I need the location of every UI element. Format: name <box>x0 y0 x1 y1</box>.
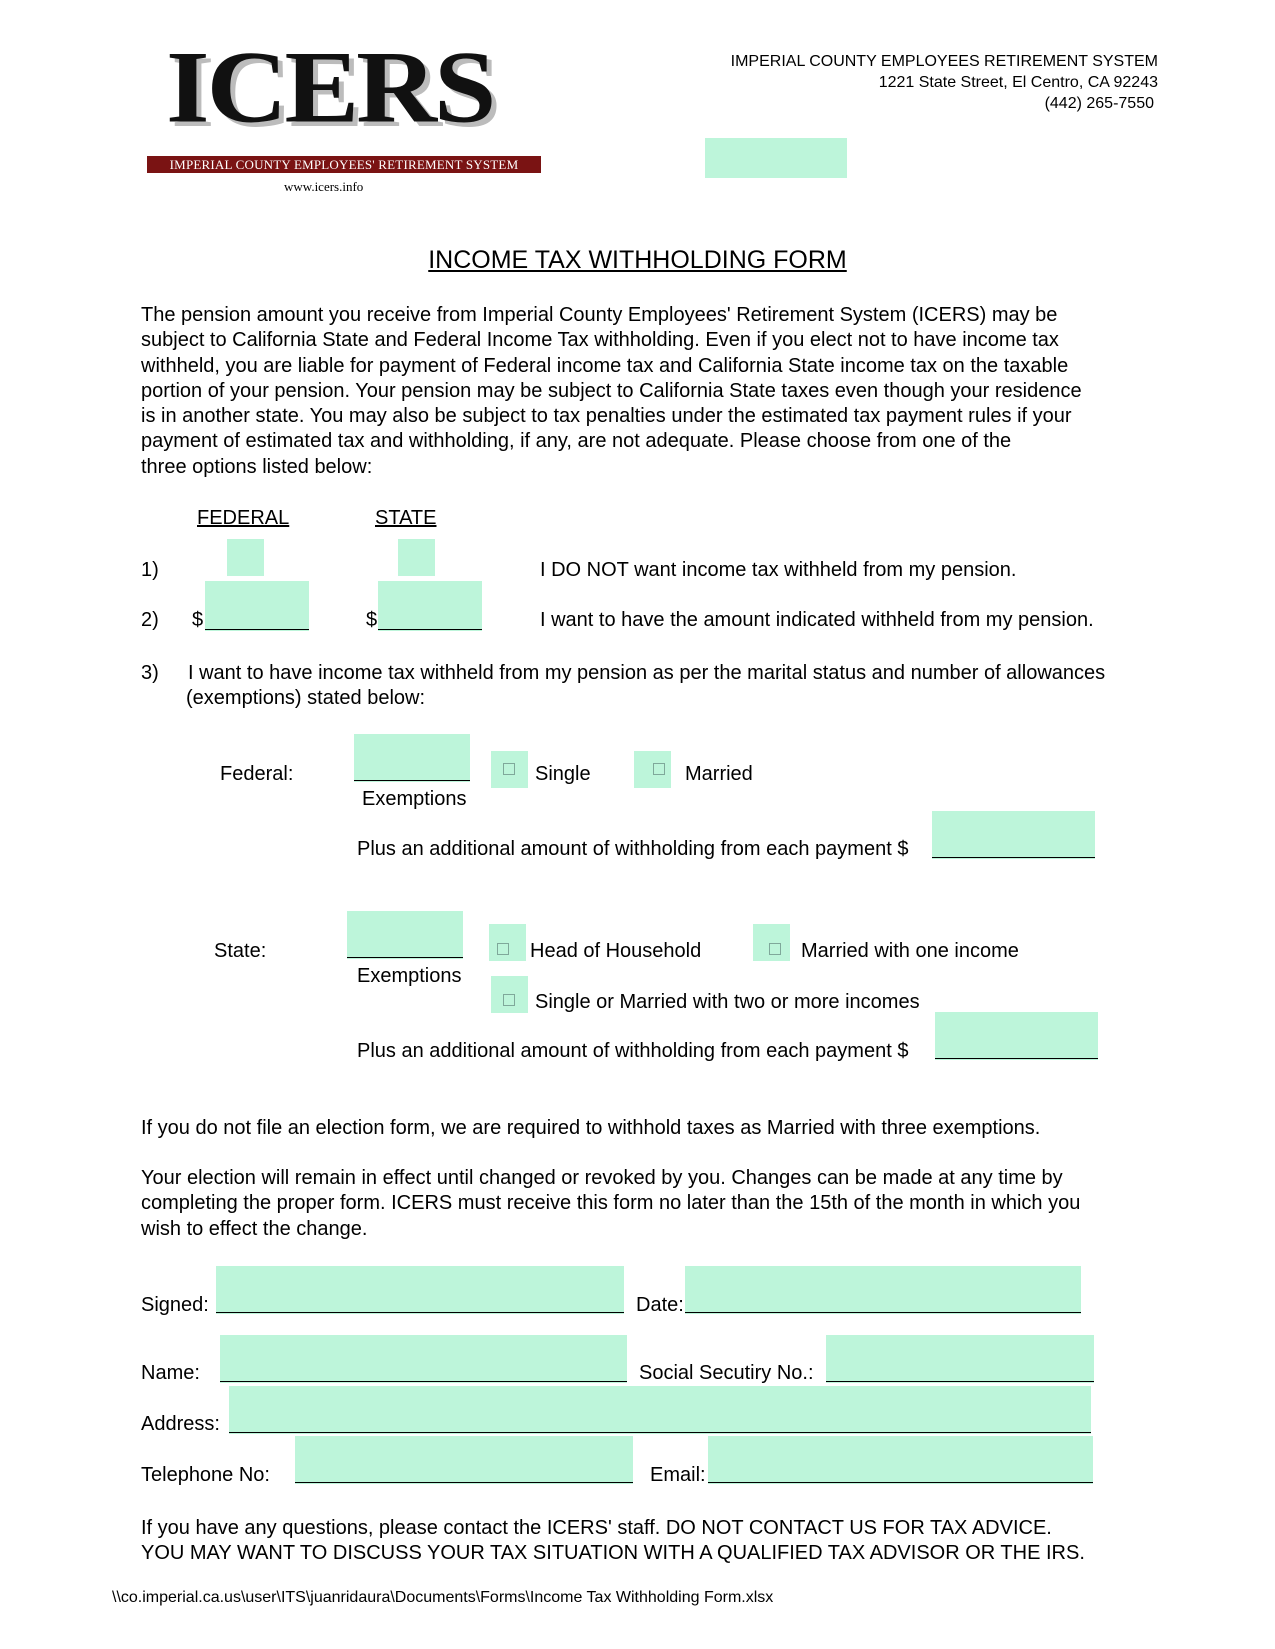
header-field[interactable] <box>705 138 847 178</box>
intro-line: subject to California State and Federal Income Tax withholding. Even if you elect not to have income tax <box>141 329 1059 352</box>
intro-line: is in another state. You may also be subject to tax penalties under the estimated tax payment rules if your <box>141 405 1072 428</box>
name-field[interactable] <box>220 1335 627 1383</box>
name-label: Name: <box>141 1362 200 1384</box>
state-exemptions-label: Exemptions <box>357 965 462 987</box>
signed-field[interactable] <box>216 1266 624 1314</box>
federal-exemptions-field[interactable] <box>354 734 470 782</box>
email-label: Email: <box>650 1464 706 1486</box>
form-title: INCOME TAX WITHHOLDING FORM <box>428 246 847 274</box>
state-married-one-income-label: Married with one income <box>801 940 1019 962</box>
date-underline <box>685 1312 1081 1313</box>
option-1-federal-field[interactable] <box>227 539 264 576</box>
option-3-number: 3) <box>141 662 159 684</box>
option-2-federal-amount-field[interactable] <box>205 581 309 631</box>
name-underline <box>220 1381 627 1382</box>
logo-wordmark: ICERS <box>166 30 494 145</box>
state-label: State: <box>214 940 267 962</box>
option-1-state-field[interactable] <box>398 539 435 576</box>
state-column-header: STATE <box>375 507 437 529</box>
intro-paragraph <box>141 303 1082 480</box>
org-phone: (442) 265-7550 <box>1044 95 1154 112</box>
federal-married-checkbox[interactable] <box>653 763 665 775</box>
email-underline <box>708 1482 1093 1483</box>
org-address: 1221 State Street, El Centro, CA 92243 <box>878 74 1158 91</box>
logo-url: www.icers.info <box>284 179 364 194</box>
logo-banner: IMPERIAL COUNTY EMPLOYEES' RETIREMENT SYSTEM <box>147 156 541 173</box>
option-2-state-amount-field[interactable] <box>378 581 482 631</box>
state-exemptions-field[interactable] <box>347 911 463 959</box>
intro-line: The pension amount you receive from Imperial County Employees' Retirement System (ICERS) may be <box>141 304 1058 326</box>
telephone-label: Telephone No: <box>141 1464 270 1486</box>
option-2-state-underline <box>378 629 482 630</box>
effect-line: wish to effect the change. <box>141 1217 368 1240</box>
option-3-line-1: I want to have income tax withheld from my pension as per the marital status and number of allowances <box>188 662 1106 684</box>
contact-note: If you have any questions, please contact the ICERS' staff. DO NOT CONTACT US FOR TAX ADVICE. <box>141 1517 1052 1539</box>
intro-line: portion of your pension. Your pension may be subject to California State taxes even though your residence <box>141 379 1082 402</box>
effect-line: completing the proper form. ICERS must receive this form no later than the 15th of the month in which you <box>141 1192 1081 1215</box>
option-2-federal-underline <box>205 629 309 630</box>
intro-line: three options listed below: <box>141 455 373 478</box>
state-additional-underline <box>935 1058 1098 1059</box>
effect-line: Your election will remain in effect until changed or revoked by you. Changes can be made at any time by <box>141 1167 1063 1189</box>
signed-label: Signed: <box>141 1294 209 1316</box>
option-3-line-2: (exemptions) stated below: <box>186 687 426 709</box>
federal-single-label: Single <box>535 763 591 785</box>
email-field[interactable] <box>708 1436 1093 1484</box>
state-exemptions-underline <box>347 957 463 958</box>
option-2-text: I want to have the amount indicated withheld from my pension. <box>540 609 1094 631</box>
federal-exemptions-underline <box>354 780 470 781</box>
state-single-or-married-label: Single or Married with two or more incomes <box>535 991 920 1013</box>
intro-line: withheld, you are liable for payment of Federal income tax and California State income tax on the taxable <box>141 354 1069 377</box>
option-2-state-dollar: $ <box>366 609 378 631</box>
option-1-text: I DO NOT want income tax withheld from my pension. <box>540 559 1017 581</box>
state-hoh-label: Head of Household <box>530 940 702 962</box>
default-election-note: If you do not file an election form, we are required to withhold taxes as Married with three exemptions. <box>141 1117 1041 1139</box>
state-single-or-married-checkbox[interactable] <box>503 994 515 1006</box>
federal-married-label: Married <box>685 763 753 785</box>
state-additional-label: Plus an additional amount of withholding from each payment $ <box>357 1040 909 1062</box>
signed-underline <box>216 1312 624 1313</box>
federal-additional-label: Plus an additional amount of withholding from each payment $ <box>357 838 909 860</box>
tax-advisor-note: YOU MAY WANT TO DISCUSS YOUR TAX SITUATION WITH A QUALIFIED TAX ADVISOR OR THE IRS. <box>141 1542 1085 1564</box>
ssn-field[interactable] <box>826 1335 1094 1383</box>
federal-exemptions-label: Exemptions <box>362 788 467 810</box>
ssn-label: Social Secutiry No.: <box>639 1362 814 1384</box>
effect-paragraph <box>141 1166 1080 1242</box>
address-label: Address: <box>141 1413 220 1435</box>
federal-column-header: FEDERAL <box>197 507 290 529</box>
intro-line: payment of estimated tax and withholding, if any, are not adequate. Please choose from one of the <box>141 430 1012 453</box>
federal-single-checkbox[interactable] <box>503 763 515 775</box>
date-label: Date: <box>636 1294 684 1316</box>
option-1-number: 1) <box>141 559 159 581</box>
federal-additional-amount-field[interactable] <box>932 811 1095 859</box>
telephone-field[interactable] <box>295 1436 633 1484</box>
state-additional-amount-field[interactable] <box>935 1012 1098 1060</box>
federal-additional-underline <box>932 857 1095 858</box>
option-2-number: 2) <box>141 609 159 631</box>
org-name: IMPERIAL COUNTY EMPLOYEES RETIREMENT SYSTEM <box>730 53 1158 70</box>
state-hoh-checkbox[interactable] <box>497 943 509 955</box>
telephone-underline <box>295 1482 633 1483</box>
address-underline <box>229 1432 1091 1433</box>
state-married-one-income-checkbox[interactable] <box>769 943 781 955</box>
ssn-underline <box>826 1381 1094 1382</box>
address-field[interactable] <box>229 1386 1091 1434</box>
file-path: \\co.imperial.ca.us\user\ITS\juanridaura\Documents\Forms\Income Tax Withholding Form.xlsx <box>112 1589 774 1606</box>
date-field[interactable] <box>685 1266 1081 1314</box>
option-2-federal-dollar: $ <box>192 609 204 631</box>
federal-label: Federal: <box>220 763 294 785</box>
